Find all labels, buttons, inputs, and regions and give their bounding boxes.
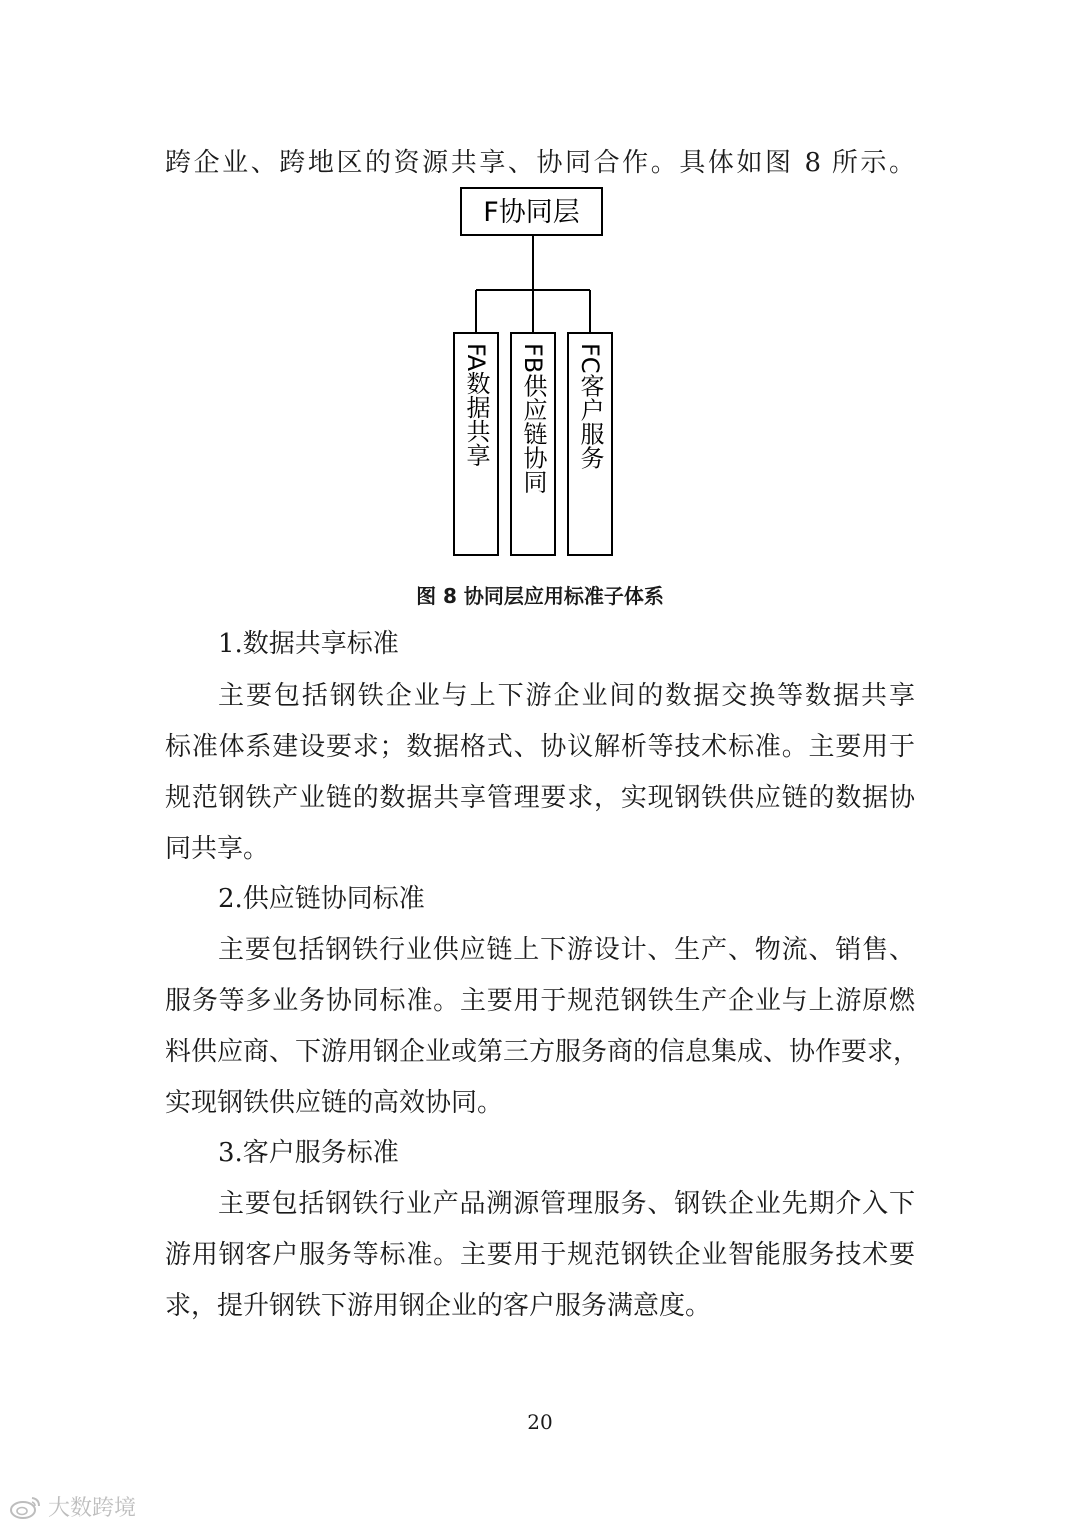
page-number: 20 <box>527 1410 553 1434</box>
child-node <box>454 333 498 555</box>
paragraph-line: 游用钢客户服务等标准。主要用于规范钢铁企业智能服务技术要 <box>165 1240 915 1270</box>
root-node-label: F协同层 <box>483 197 580 228</box>
watermark <box>8 1491 136 1522</box>
paragraph-line: 实现钢铁供应链的高效协同。 <box>165 1088 504 1118</box>
child-node-label: FC客户服务 <box>576 343 604 470</box>
hierarchy-diagram <box>440 180 630 565</box>
paragraph-line: 规范钢铁产业链的数据共享管理要求，实现钢铁供应链的数据协 <box>165 783 915 813</box>
paragraph-line: 主要包括钢铁企业与上下游企业间的数据交换等数据共享 <box>218 681 915 711</box>
child-node-label: FA数据共享 <box>462 343 490 468</box>
figure-caption: 图 8 协同层应用标准子体系 <box>416 584 664 608</box>
section-heading: 3.客户服务标准 <box>218 1138 399 1168</box>
section-heading: 2.供应链协同标准 <box>218 884 425 914</box>
child-node-label: FB供应链协同 <box>519 343 547 494</box>
child-node <box>511 333 555 555</box>
weibo-logo-icon <box>8 1494 42 1520</box>
paragraph-line: 服务等多业务协同标准。主要用于规范钢铁生产企业与上游原燃 <box>165 986 915 1016</box>
paragraph-line: 主要包括钢铁行业供应链上下游设计、生产、物流、销售、 <box>218 935 915 965</box>
paragraph-line: 主要包括钢铁行业产品溯源管理服务、钢铁企业先期介入下 <box>218 1189 915 1219</box>
child-node <box>568 333 612 555</box>
paragraph-line: 求，提升钢铁下游用钢企业的客户服务满意度。 <box>165 1291 712 1321</box>
intro-paragraph-line: 跨企业、跨地区的资源共享、协同合作。具体如图 8 所示。 <box>165 148 915 178</box>
watermark-text: 大数跨境 <box>48 1496 137 1521</box>
paragraph-line: 标准体系建设要求；数据格式、协议解析等技术标准。主要用于 <box>165 732 915 762</box>
section-heading: 1.数据共享标准 <box>218 629 399 659</box>
paragraph-line: 同共享。 <box>165 834 270 864</box>
paragraph-line: 料供应商、下游用钢企业或第三方服务商的信息集成、协作要求， <box>165 1037 920 1067</box>
